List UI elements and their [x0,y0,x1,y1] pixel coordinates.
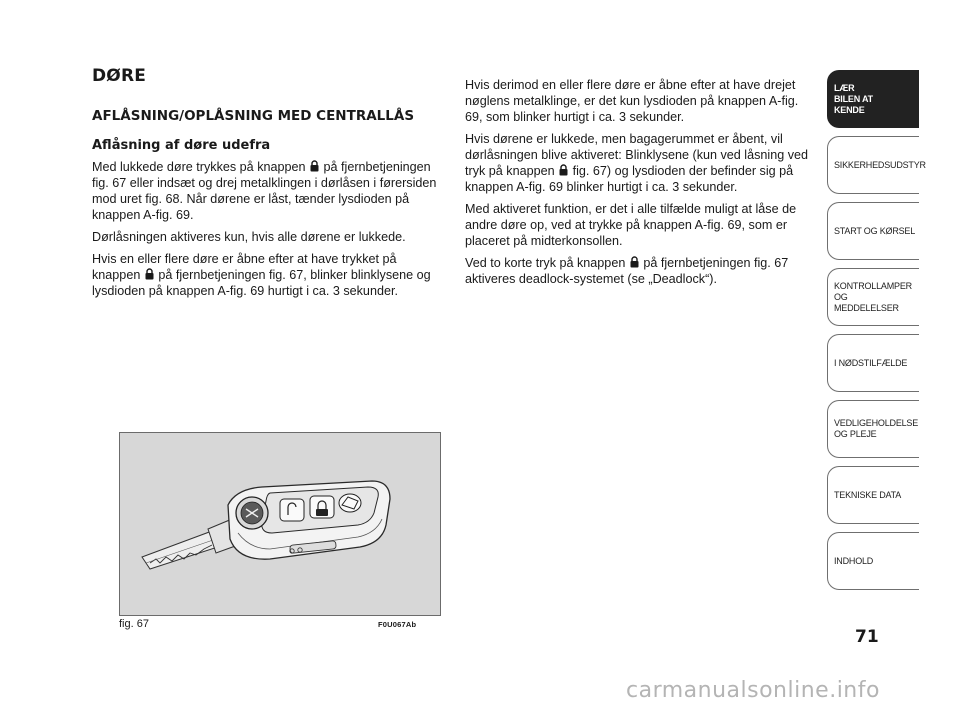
paragraph-locking: Med lukkede døre trykkes på knappen på fjernbetjeningen fig. 67 eller indsæt og drej metalklingen i dørlåsen i førersiden mod uret fig. 68. Når dørene er låst, tænder lysdioden på knappen A-fig. 69. [92,160,437,222]
lock-icon [145,268,154,280]
page-number: 71 [855,627,879,647]
right-column [465,77,815,293]
car-key-icon [120,433,440,615]
tab-kontrollamper[interactable]: KONTROLLAMPER OG MEDDELELSER [827,268,919,326]
section-title: DØRE [92,66,147,86]
tab-vedligeholdelse[interactable]: VEDLIGEHOLDELSE OG PLEJE [827,400,919,458]
tab-start-og-korsel[interactable]: START OG KØRSEL [827,202,919,260]
figure-code: F0U067Ab [378,620,417,629]
lock-icon [559,164,568,176]
paragraph-boot-open: Hvis dørene er lukkede, men bagagerummet er åbent, vil dørlåsningen blive aktiveret: Blinklysene (kun ved låsning ved tryk på knappen fig. 67) og lysdioden der befinder sig på knappen A-fig. 69 blinker hurtigt i ca. 3 sekunder. [465,132,809,194]
tab-sikkerhedsudstyr[interactable]: SIKKERHEDSUDSTYR [827,136,919,194]
lock-icon [630,256,639,268]
tab-laer-bilen-at-kende[interactable]: LÆR BILEN AT KENDE [827,70,919,128]
side-navigation [827,70,926,598]
figure-67 [119,432,441,616]
paragraph-unlock-console: Med aktiveret funktion, er det i alle tilfælde muligt at låse de andre døre op, ved at trykke på knappen A-fig. 69, som er placeret på midterkonsollen. [465,202,797,248]
paragraph-metal-blade: Hvis derimod en eller flere døre er åbne efter at have drejet nøglens metalklinge, er det kun lysdioden på knappen A-fig. 69, som blinker hurtigt i ca. 3 sekunder. [465,78,799,124]
figure-caption: fig. 67 [119,618,149,630]
lock-icon [310,160,319,172]
tab-i-nodstilfaelde[interactable]: I NØDSTILFÆLDE [827,334,919,392]
subsection-title: AFLÅSNING/OPLÅSNING MED CENTRALLÅS [92,108,415,124]
left-column [92,66,444,305]
tab-tekniske-data[interactable]: TEKNISKE DATA [827,466,919,524]
paragraph-open-doors: Hvis en eller flere døre er åbne efter at have trykket på knappen på fjernbetjeningen fig. 67, blinker blinklysene og lysdioden på knappen A-fig. 69 hurtigt i ca. 3 sekunder. [92,252,431,298]
tab-indhold[interactable]: INDHOLD [827,532,919,590]
watermark: carmanualsonline.info [626,678,880,703]
paragraph-deadlock: Ved to korte tryk på knappen på fjernbetjeningen fig. 67 aktiveres deadlock-systemet (se „Deadlock“). [465,256,789,286]
paragraph-condition: Dørlåsningen aktiveres kun, hvis alle dørene er lukkede. [92,230,406,244]
minor-title: Aflåsning af døre udefra [92,138,271,153]
